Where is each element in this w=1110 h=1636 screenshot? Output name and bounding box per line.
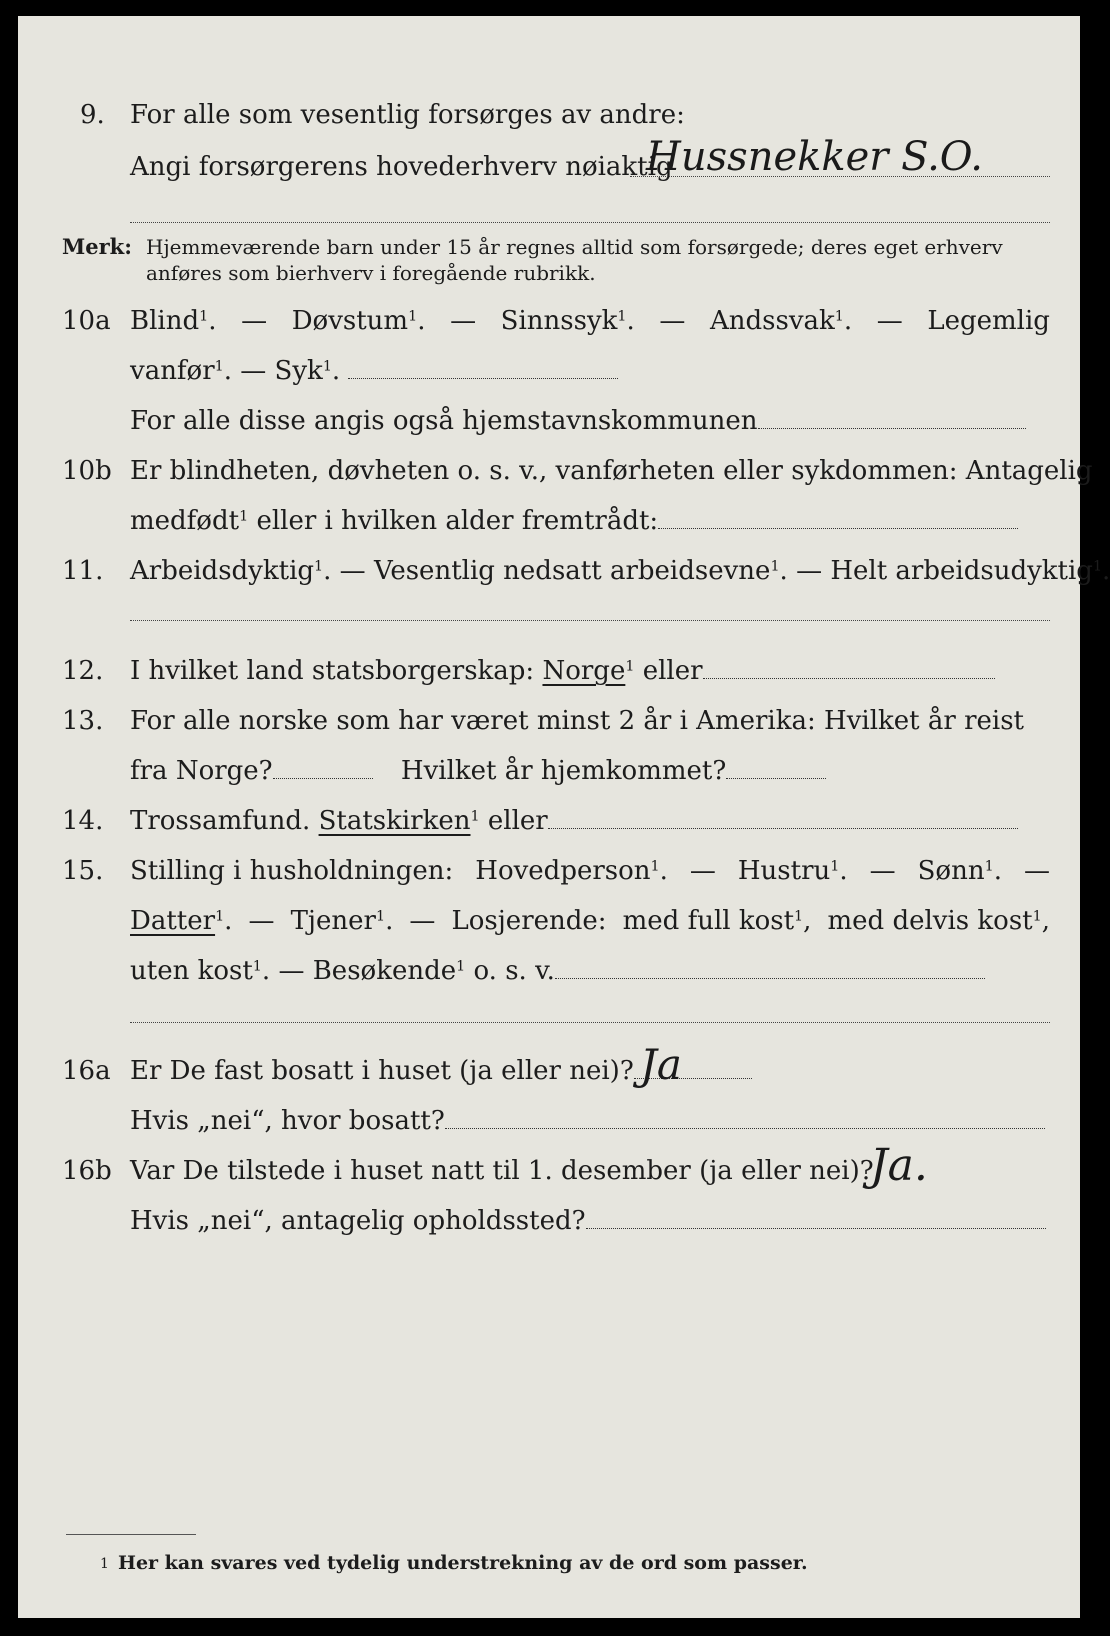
q16a-number: 16a	[62, 1056, 111, 1086]
census-form-page	[18, 16, 1110, 1618]
q14-line1: Trossamfund. Statskirken$^1$ eller	[130, 806, 1018, 836]
q13-line2: fra Norge? Hvilket år hjemkommet?	[130, 756, 826, 786]
q15-number: 15.	[62, 856, 104, 886]
option-blind: Blind$^1$.	[130, 306, 217, 336]
q16a-line1: Er De fast bosatt i huset (ja eller nei)?	[130, 1056, 752, 1086]
q13-number: 13.	[62, 706, 104, 736]
option-andssvak: Andssvak$^1$.	[709, 306, 853, 336]
q15-blank-line	[130, 1022, 1050, 1023]
q11-blank-line	[130, 620, 1050, 621]
option-syk: Syk$^1$.	[274, 356, 341, 386]
q9-handwritten-answer: Hussnekker S.O.	[646, 134, 983, 180]
q10a-number: 10a	[62, 306, 111, 336]
merk-line1: Hjemmeværende barn under 15 år regnes alltid som forsørgede; deres eget erhverv	[146, 235, 1003, 259]
option-statskirken-underlined: Statskirken	[318, 806, 471, 836]
q10a-line2: vanfør$^1$. — Syk$^1$.	[130, 356, 618, 386]
q16b-line1: Var De tilstede i huset natt til 1. desember (ja eller nei)?	[130, 1156, 874, 1186]
q11-number: 11.	[62, 556, 104, 586]
q15-line1: Stilling i husholdningen: Hovedperson$^1$. — Hustru$^1$. — Sønn$^1$. —	[130, 856, 1050, 886]
merk-line2: anføres som bierhverv i foregående rubrikk.	[146, 261, 596, 285]
q9-line1: For alle som vesentlig forsørges av andre:	[130, 100, 685, 130]
footnote-text: Her kan svares ved tydelig understrekning av de ord som passer.	[118, 1552, 808, 1574]
q9-blank-line	[130, 222, 1050, 223]
q16a-line2: Hvis „nei“, hvor bosatt?	[130, 1106, 1045, 1136]
merk-label: Merk:	[62, 234, 132, 259]
q10b-line2: medfødt$^1$ eller i hvilken alder fremtrådt:	[130, 506, 1018, 536]
q15-line3: uten kost$^1$. — Besøkende$^1$ o. s. v.	[130, 956, 985, 986]
option-dovstum: Døvstum$^1$.	[291, 306, 426, 336]
footnote-rule	[66, 1534, 196, 1535]
option-datter-underlined: Datter	[130, 906, 216, 936]
q10b-number: 10b	[62, 456, 112, 486]
q16b-handwritten-answer: Ja.	[870, 1140, 928, 1191]
option-vanfor: vanfør$^1$.	[130, 356, 233, 386]
q10a-line3: For alle disse angis også hjemstavnskommunen	[130, 406, 1026, 436]
q9-number: 9.	[80, 100, 105, 130]
option-norge-underlined: Norge	[542, 656, 626, 686]
q11-line1: Arbeidsdyktig$^1$. — Vesentlig nedsatt arbeidsevne$^1$. — Helt arbeidsudyktig$^1$.	[130, 556, 1110, 586]
q12-number: 12.	[62, 656, 104, 686]
q13-line1: For alle norske som har været minst 2 år i Amerika: Hvilket år reist	[130, 706, 1024, 736]
q16a-handwritten-answer: Ja	[640, 1040, 682, 1089]
q16b-line2: Hvis „nei“, antagelig opholdssted?	[130, 1206, 1046, 1236]
q10b-line1: Er blindheten, døvheten o. s. v., vanførheten eller sykdommen: Antagelig	[130, 456, 1093, 486]
option-legemlig: Legemlig	[927, 306, 1050, 336]
q10a-line1: Blind$^1$. — Døvstum$^1$. — Sinnssyk$^1$. — Andssvak$^1$. — Legemlig	[130, 306, 1050, 336]
footnote-mark: 1	[100, 1556, 109, 1572]
q15-line2: Datter$^1$. — Tjener$^1$. — Losjerende: med full kost$^1$, med delvis kost$^1$,	[130, 906, 1050, 936]
q16b-number: 16b	[62, 1156, 112, 1186]
q9-line2: Angi forsørgerens hovederhverv nøiaktig	[130, 152, 673, 182]
option-sinnssyk: Sinnssyk$^1$.	[500, 306, 635, 336]
q14-number: 14.	[62, 806, 104, 836]
q12-line1: I hvilket land statsborgerskap: Norge$^1$ eller	[130, 656, 995, 686]
